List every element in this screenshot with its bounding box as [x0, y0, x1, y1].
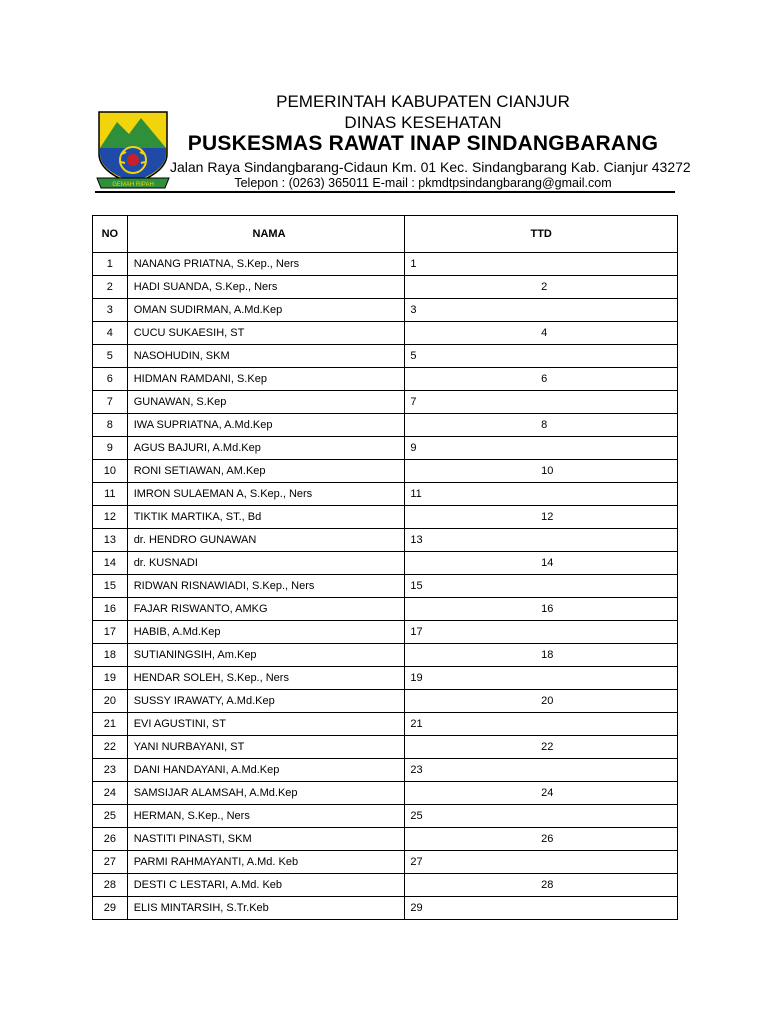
row-name: DESTI C LESTARI, A.Md. Keb — [127, 874, 405, 897]
table-row — [93, 253, 678, 276]
row-number: 19 — [93, 667, 128, 690]
signature-number: 11 — [410, 488, 422, 500]
signature-number: 4 — [541, 327, 548, 339]
row-number: 25 — [93, 805, 128, 828]
signature-number: 12 — [541, 511, 554, 523]
letterhead-contact: Telepon : (0263) 365011 E-mail : pkmdtpsindangbarang@gmail.com — [234, 176, 612, 190]
table-row — [93, 759, 678, 782]
svg-text:GEMAH RIPAH: GEMAH RIPAH — [112, 182, 154, 188]
table-row — [93, 276, 678, 299]
row-name: NASOHUDIN, SKM — [127, 345, 405, 368]
signature-number: 18 — [541, 649, 554, 661]
row-name: HABIB, A.Md.Kep — [127, 621, 405, 644]
signature-number: 29 — [410, 902, 423, 914]
signature-number: 20 — [541, 695, 554, 707]
row-number: 3 — [93, 299, 128, 322]
row-signature-cell — [405, 322, 678, 345]
row-name: CUCU SUKAESIH, ST — [127, 322, 405, 345]
row-signature-cell — [405, 253, 678, 276]
row-signature-cell — [405, 460, 678, 483]
row-name: HENDAR SOLEH, S.Kep., Ners — [127, 667, 405, 690]
row-number: 17 — [93, 621, 128, 644]
row-signature-cell — [405, 828, 678, 851]
signature-number: 6 — [541, 373, 548, 385]
signature-number: 23 — [410, 764, 423, 776]
signature-number: 7 — [410, 396, 417, 408]
row-number: 18 — [93, 644, 128, 667]
table-row — [93, 322, 678, 345]
row-name: SUSSY IRAWATY, A.Md.Kep — [127, 690, 405, 713]
table-row — [93, 828, 678, 851]
row-number: 13 — [93, 529, 128, 552]
row-number: 4 — [93, 322, 128, 345]
row-number: 8 — [93, 414, 128, 437]
row-signature-cell — [405, 690, 678, 713]
row-signature-cell — [405, 759, 678, 782]
row-signature-cell — [405, 897, 678, 920]
signature-number: 16 — [541, 603, 554, 615]
signature-number: 3 — [410, 304, 417, 316]
table-row — [93, 368, 678, 391]
signature-number: 19 — [410, 672, 423, 684]
column-header-no: NO — [93, 216, 128, 253]
table-row — [93, 460, 678, 483]
row-signature-cell — [405, 851, 678, 874]
letterhead-department-line: DINAS KESEHATAN — [344, 113, 502, 132]
attendance-table — [92, 215, 678, 920]
letterhead-government-line: PEMERINTAH KABUPATEN CIANJUR — [276, 92, 570, 111]
row-number: 14 — [93, 552, 128, 575]
row-name: YANI NURBAYANI, ST — [127, 736, 405, 759]
row-signature-cell — [405, 276, 678, 299]
table-row — [93, 483, 678, 506]
table-row — [93, 598, 678, 621]
row-name: TIKTIK MARTIKA, ST., Bd — [127, 506, 405, 529]
cianjur-regency-emblem-icon — [95, 108, 171, 190]
row-name: dr. KUSNADI — [127, 552, 405, 575]
row-signature-cell — [405, 598, 678, 621]
row-name: RONI SETIAWAN, AM.Kep — [127, 460, 405, 483]
row-signature-cell — [405, 805, 678, 828]
row-number: 27 — [93, 851, 128, 874]
table-row — [93, 805, 678, 828]
table-row — [93, 529, 678, 552]
letterhead-divider — [95, 191, 675, 193]
table-row — [93, 644, 678, 667]
row-signature-cell — [405, 391, 678, 414]
row-signature-cell — [405, 368, 678, 391]
row-signature-cell — [405, 644, 678, 667]
column-header-nama: NAMA — [127, 216, 405, 253]
letterhead-address: Jalan Raya Sindangbarang-Cidaun Km. 01 Kec. Sindangbarang Kab. Cianjur 43272 — [170, 159, 691, 175]
signature-number: 8 — [541, 419, 548, 431]
table-row — [93, 851, 678, 874]
row-number: 5 — [93, 345, 128, 368]
row-number: 6 — [93, 368, 128, 391]
row-signature-cell — [405, 874, 678, 897]
table-row — [93, 575, 678, 598]
row-name: NASTITI PINASTI, SKM — [127, 828, 405, 851]
signature-number: 5 — [410, 350, 417, 362]
row-number: 1 — [93, 253, 128, 276]
column-header-ttd: TTD — [405, 216, 678, 253]
row-name: HIDMAN RAMDANI, S.Kep — [127, 368, 405, 391]
row-name: FAJAR RISWANTO, AMKG — [127, 598, 405, 621]
table-row — [93, 437, 678, 460]
table-row — [93, 299, 678, 322]
table-row — [93, 874, 678, 897]
signature-number: 27 — [410, 856, 423, 868]
row-number: 2 — [93, 276, 128, 299]
row-signature-cell — [405, 414, 678, 437]
row-number: 12 — [93, 506, 128, 529]
signature-number: 26 — [541, 833, 554, 845]
table-row — [93, 736, 678, 759]
table-row — [93, 621, 678, 644]
row-number: 26 — [93, 828, 128, 851]
row-name: PARMI RAHMAYANTI, A.Md. Keb — [127, 851, 405, 874]
row-signature-cell — [405, 713, 678, 736]
row-signature-cell — [405, 483, 678, 506]
signature-number: 22 — [541, 741, 554, 753]
row-number: 11 — [93, 483, 128, 506]
row-name: dr. HENDRO GUNAWAN — [127, 529, 405, 552]
row-name: HADI SUANDA, S.Kep., Ners — [127, 276, 405, 299]
row-signature-cell — [405, 552, 678, 575]
table-row — [93, 391, 678, 414]
row-number: 22 — [93, 736, 128, 759]
signature-number: 15 — [410, 580, 423, 592]
signature-number: 24 — [541, 787, 554, 799]
signature-number: 25 — [410, 810, 423, 822]
table-row — [93, 690, 678, 713]
row-signature-cell — [405, 437, 678, 460]
row-number: 23 — [93, 759, 128, 782]
row-number: 7 — [93, 391, 128, 414]
row-name: ELIS MINTARSIH, S.Tr.Keb — [127, 897, 405, 920]
row-number: 16 — [93, 598, 128, 621]
row-name: EVI AGUSTINI, ST — [127, 713, 405, 736]
row-number: 28 — [93, 874, 128, 897]
signature-number: 28 — [541, 879, 554, 891]
row-signature-cell — [405, 782, 678, 805]
signature-number: 14 — [541, 557, 554, 569]
row-signature-cell — [405, 621, 678, 644]
row-number: 15 — [93, 575, 128, 598]
row-signature-cell — [405, 736, 678, 759]
row-name: DANI HANDAYANI, A.Md.Kep — [127, 759, 405, 782]
signature-number: 10 — [541, 465, 554, 477]
signature-number: 13 — [410, 534, 423, 546]
letterhead-institution-title: PUSKESMAS RAWAT INAP SINDANGBARANG — [187, 132, 659, 155]
signature-number: 9 — [410, 442, 417, 454]
row-number: 29 — [93, 897, 128, 920]
row-name: OMAN SUDIRMAN, A.Md.Kep — [127, 299, 405, 322]
signature-number: 21 — [410, 718, 423, 730]
row-number: 21 — [93, 713, 128, 736]
row-name: IWA SUPRIATNA, A.Md.Kep — [127, 414, 405, 437]
row-name: SAMSIJAR ALAMSAH, A.Md.Kep — [127, 782, 405, 805]
table-row — [93, 414, 678, 437]
table-row — [93, 713, 678, 736]
signature-number: 17 — [410, 626, 423, 638]
table-row — [93, 552, 678, 575]
table-header-row — [93, 216, 678, 253]
row-name: RIDWAN RISNAWIADI, S.Kep., Ners — [127, 575, 405, 598]
row-signature-cell — [405, 575, 678, 598]
row-name: SUTIANINGSIH, Am.Kep — [127, 644, 405, 667]
row-signature-cell — [405, 529, 678, 552]
row-signature-cell — [405, 299, 678, 322]
table-row — [93, 897, 678, 920]
row-name: AGUS BAJURI, A.Md.Kep — [127, 437, 405, 460]
table-row — [93, 667, 678, 690]
row-name: HERMAN, S.Kep., Ners — [127, 805, 405, 828]
signature-number: 2 — [541, 281, 548, 293]
signature-number: 1 — [410, 258, 417, 270]
table-body — [93, 253, 678, 920]
row-number: 10 — [93, 460, 128, 483]
row-number: 24 — [93, 782, 128, 805]
row-signature-cell — [405, 506, 678, 529]
row-name: GUNAWAN, S.Kep — [127, 391, 405, 414]
row-signature-cell — [405, 345, 678, 368]
row-name: IMRON SULAEMAN A, S.Kep., Ners — [127, 483, 405, 506]
table-row — [93, 782, 678, 805]
letterhead — [0, 0, 768, 200]
row-number: 20 — [93, 690, 128, 713]
row-signature-cell — [405, 667, 678, 690]
table-row — [93, 345, 678, 368]
row-number: 9 — [93, 437, 128, 460]
row-name: NANANG PRIATNA, S.Kep., Ners — [127, 253, 405, 276]
table-row — [93, 506, 678, 529]
